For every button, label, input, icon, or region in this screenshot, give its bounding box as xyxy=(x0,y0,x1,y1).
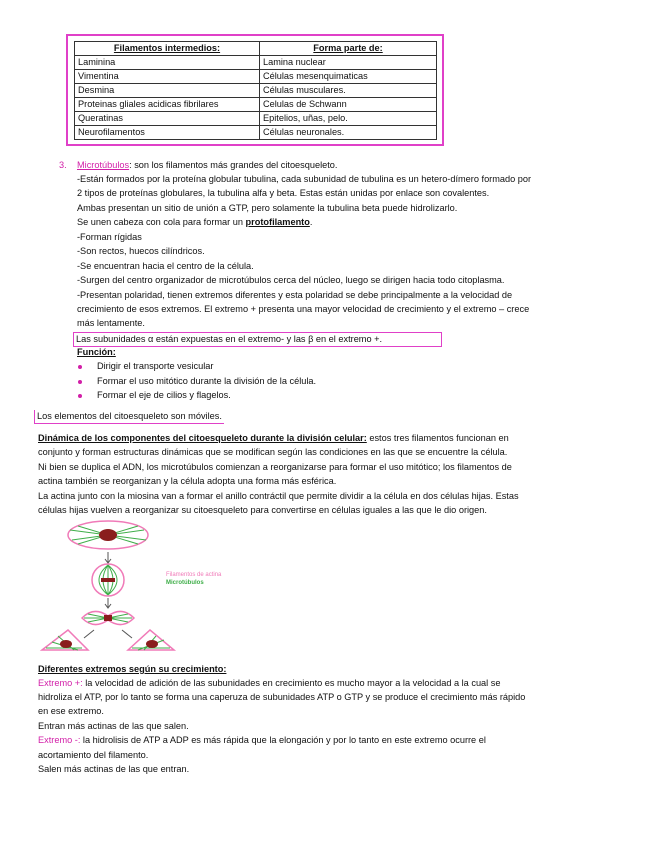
table-cell: Laminina xyxy=(75,56,260,70)
paragraph-line: hidroliza el ATP, por lo tanto se forma una caperuza de subunidades ATP o GTP y se produce el crecimiento más rápido xyxy=(38,692,526,702)
table-cell: Epitelios, uñas, pelo. xyxy=(260,112,437,126)
extremos-heading: Diferentes extremos según su crecimiento: xyxy=(38,664,227,674)
text-span: estos tres filamentos funcionan en xyxy=(366,433,509,443)
extremo-minus-line xyxy=(38,734,486,747)
property-line: -Se encuentran hacia el centro de la célula. xyxy=(77,261,254,271)
text-span: Se unen cabeza con cola para formar un xyxy=(77,217,246,227)
bullet-icon xyxy=(78,365,82,369)
property-line: -Forman rígidas xyxy=(77,232,142,242)
cell-division-diagram xyxy=(38,518,266,656)
table-cell: Queratinas xyxy=(75,112,260,126)
property-line: -Surgen del centro organizador de microtúbulos cerca del núcleo, luego se dirigen hacia todo citoplasma. xyxy=(77,275,505,285)
table-cell: Neurofilamentos xyxy=(75,126,260,140)
property-line: -Presentan polaridad, tienen extremos diferentes y esta polaridad se debe principalmente a la velocidad de xyxy=(77,290,513,300)
paragraph-line: células hijas vuelven a reorganizar su citoesqueleto para convertirse en células iguales a las que le dio origen. xyxy=(38,505,487,515)
function-item: Formar el eje de cilios y flagelos. xyxy=(97,390,231,400)
paragraph-line: Ni bien se duplica el ADN, los microtúbulos comienzan a reorganizarse para formar el uso mitótico; los filamentos de xyxy=(38,462,512,472)
daughter-cell-left xyxy=(42,630,88,650)
property-line: más lentamente. xyxy=(77,318,145,328)
table-row xyxy=(75,84,437,98)
paragraph-line: acortamiento del filamento. xyxy=(38,750,149,760)
table-row xyxy=(75,70,437,84)
paragraph-line: en ese extremo. xyxy=(38,706,104,716)
text-span: la velocidad de adición de las subunidades en crecimiento es mucho mayor a la velocidad a la cual se xyxy=(82,678,501,688)
function-item: Dirigir el transporte vesicular xyxy=(97,361,214,371)
paragraph-line: conjunto y forman estructuras dinámicas que se modifican según las condiciones en las que se encuentre la célula. xyxy=(38,447,508,457)
table-header: Forma parte de: xyxy=(260,42,437,56)
table-header-row xyxy=(75,42,437,56)
cell-interphase xyxy=(68,521,148,549)
paragraph-line: Ambas presentan un sitio de unión a GTP, pero solamente la tubulina beta puede hidrolizarlo. xyxy=(77,203,458,213)
protofilamento-term: protofilamento xyxy=(245,217,310,227)
paragraph-line: La actina junto con la miosina van a formar el anillo contráctil que permite dividir a la célula en dos células hijas. Estas xyxy=(38,491,519,501)
extremo-minus-label: Extremo -: xyxy=(38,735,81,745)
microtubulos-title: Microtúbulos xyxy=(77,160,130,170)
property-line: crecimiento de esos extremos. El extremo + presenta una mayor velocidad de crecimiento y el extremo – crece xyxy=(77,304,530,314)
function-item: Formar el uso mitótico durante la división de la célula. xyxy=(97,376,317,386)
paragraph-line: Salen más actinas de las que entran. xyxy=(38,764,190,774)
list-number: 3. xyxy=(59,160,67,170)
table-row xyxy=(75,112,437,126)
table-cell: Celulas de Schwann xyxy=(260,98,437,112)
table-cell: Desmina xyxy=(75,84,260,98)
paragraph-line: -Están formados por la proteína globular tubulina, cada subunidad de tubulina es un hetero-dímero formado por xyxy=(77,174,532,184)
legend-actina: Filamentos de actina xyxy=(166,572,222,578)
table-row xyxy=(75,56,437,70)
bullet-icon xyxy=(78,380,82,384)
paragraph-line: Entran más actinas de las que salen. xyxy=(38,721,189,731)
protofilamento-line xyxy=(77,216,312,229)
table-cell: Células neuronales. xyxy=(260,126,437,140)
table-cell: Lamina nuclear xyxy=(260,56,437,70)
funcion-heading: Función: xyxy=(77,347,116,357)
microtubulos-intro: : son los filamentos más grandes del citoesqueleto. xyxy=(129,160,338,170)
extremo-plus-label: Extremo +: xyxy=(38,678,83,688)
legend-microtubulos: Microtúbulos xyxy=(166,580,204,586)
table-cell: Células musculares. xyxy=(260,84,437,98)
arrow-icon xyxy=(84,630,132,638)
extremo-plus-line xyxy=(38,677,500,690)
text-span: Los elementos del citoesqueleto son móviles xyxy=(37,411,220,421)
table-cell: Vimentina xyxy=(75,70,260,84)
subunits-highlight: Las subunidades α están expuestas en el extremo- y las β en el extremo +. xyxy=(73,332,442,347)
dinamica-first-line xyxy=(38,432,509,445)
table-header: Filamentos intermedios: xyxy=(75,42,260,56)
paragraph-line: actina también se reorganizan y la célula adopta una forma más esférica. xyxy=(38,476,337,486)
table-row xyxy=(75,126,437,140)
daughter-cell-right xyxy=(128,630,174,650)
moviles-statement: Los elementos del citoesqueleto son móviles. xyxy=(34,410,224,424)
property-line: -Son rectos, huecos cilíndricos. xyxy=(77,246,205,256)
text-span: . xyxy=(309,217,313,227)
text-span: la hidrolisis de ATP a ADP es más rápida que la elongación y por lo tanto en este extremo ocurre el xyxy=(80,735,486,745)
cell-cytokinesis xyxy=(82,611,134,624)
table-cell: Proteinas gliales acidicas fibrilares xyxy=(75,98,260,112)
table-cell: Células mesenquimaticas xyxy=(260,70,437,84)
dinamica-title: Dinámica de los componentes del citoesqueleto durante la división celular: xyxy=(38,433,367,443)
microtubulos-heading xyxy=(77,159,337,172)
bullet-icon xyxy=(78,394,82,398)
intermediate-filaments-table-frame xyxy=(66,34,444,146)
paragraph-line: 2 tipos de proteínas globulares, la tubulina alfa y beta. Estas están unidas por enlace son covalentes. xyxy=(77,188,490,198)
intermediate-filaments-table xyxy=(74,41,437,140)
cell-mitosis xyxy=(92,564,124,596)
table-row xyxy=(75,98,437,112)
